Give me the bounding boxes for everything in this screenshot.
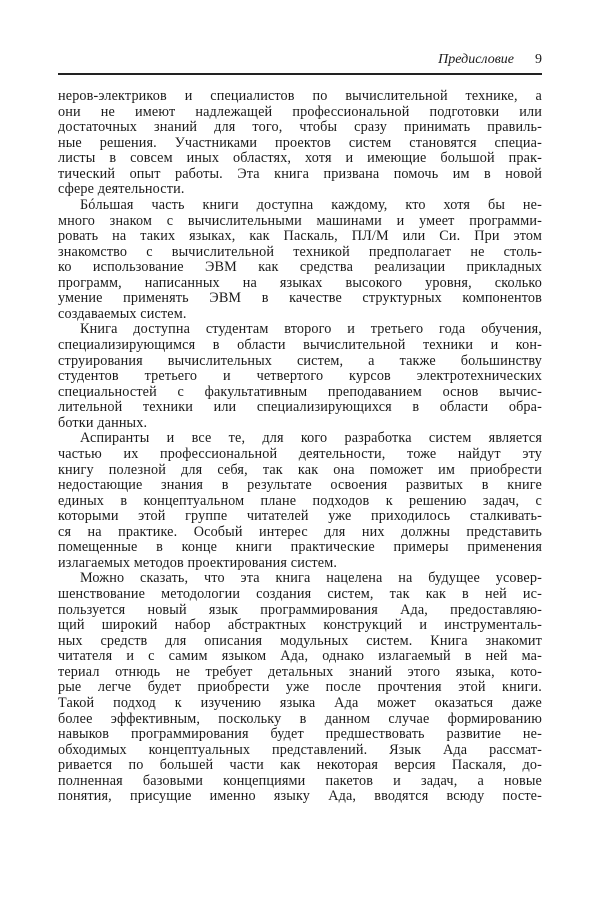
text-line: обходимых концептуальных представлений. Язык Ада рассмат- [58,741,542,758]
text-line: умение применять ЭВМ в качестве структурных компонентов [58,290,542,307]
text-line: ровать на таких языках, как Паскаль, ПЛ/М или Си. При этом [58,228,542,245]
text-line: излагаемых методов проектирования систем. [58,554,338,571]
text-line: Такой подход к изучению языка Ада может оказаться даже [58,694,542,711]
paragraph [58,571,542,804]
text-line: навыков программирования будет предшествовать развитие не- [58,726,542,743]
text-line: студентов третьего и четвертого курсов электротехнических [58,368,542,385]
text-line: много знаком с вычислительными машинами и умеет программи- [58,212,542,229]
text-line: знакомство с вычислительной техникой предполагает не столь- [58,243,542,260]
text-line: лительной техники или специализирующихся в области обра- [58,399,542,416]
text-line: тический опыт работы. Эта книга призвана помочь им в новой [58,165,542,182]
running-title: Предисловие [438,52,514,67]
text-line: Аспиранты и все те, для кого разработка систем является [80,430,542,447]
text-line: ных средств для описания модульных систем. Книга знакомит [58,632,542,649]
text-line: частью их профессиональной деятельности, тоже найдут эту [58,445,542,462]
text-line: более эффективным, поскольку в данном случае формированию [58,710,542,727]
text-line: ные решения. Участниками проектов систем становятся специа- [58,134,542,151]
text-line: шенствование методологии создания систем, так как в ней ис- [58,586,542,602]
text-line: недостающие знания в результате освоения развитых в книге [58,477,542,494]
text-line: струирования вычислительных систем, а также большинству [58,352,542,369]
text-line: помещенные в конце книги практические примеры применения [58,539,542,556]
text-line: ривается по большей части как некоторая версия Паскаля, до- [58,757,542,774]
text-line: программ, написанных на языках высокого уровня, сколько [58,274,542,291]
text-line: неров-электриков и специалистов по вычислительной технике, а [58,88,542,104]
page-body [58,89,542,805]
text-line: ся на практике. Особый интерес для них должны представить [58,523,542,540]
text-line: специализирующимся в области вычислительной техники и кон- [58,337,542,353]
text-line: полненная базовыми концепциями пакетов и задач, а новые [58,772,542,789]
text-line: понятия, присущие именно языку Ада, вводятся всюду посте- [58,788,542,805]
header-rule [58,73,542,75]
text-line: читателя и с самим языком Ада, однако излагаемый в ней ма- [58,648,542,665]
text-line: единых в концептуальном плане подходов к решению задач, с [58,492,542,509]
text-line: Книга доступна студентам второго и третьего года обучения, [80,321,542,338]
text-line: Можно сказать, что эта книга нацелена на будущее усовер- [80,570,542,587]
paragraph [58,89,542,198]
page-number: 9 [535,52,542,67]
text-line: ко использование ЭВМ как средства реализации прикладных [58,259,542,276]
text-line: книгу полезной для себя, так как она поможет им приобрести [58,461,542,478]
paragraph [58,431,542,571]
text-line: специальностей с факультативным преподаванием основ вычис- [58,383,542,400]
text-line: сфере деятельности. [58,181,185,198]
text-line: создаваемых систем. [58,305,187,322]
text-line: рые легче будет приобрести уже после прочтения этой книги. [58,679,542,696]
running-header [58,52,542,72]
text-line: Бóльшая часть книги доступна каждому, кто хотя бы не- [80,196,542,213]
text-line: щий широкий набор абстрактных конструкций и инструменталь- [58,617,542,634]
paragraph [58,198,542,323]
text-line: которыми этой группе читателей уже приходилось сталкивать- [58,508,542,525]
text-line: териал отнюдь не требует детальных знаний этого языка, кото- [58,663,542,680]
text-line: пользуется новый язык программирования Ада, предоставляю- [58,601,542,618]
text-line: они не имеют надлежащей профессиональной подготовки или [58,103,542,120]
paragraph [58,322,542,431]
text-line: ботки данных. [58,414,148,431]
text-line: достаточных знаний для того, чтобы сразу принимать правиль- [58,119,542,136]
text-line: листы в совсем иных областях, хотя и имеющие большой прак- [58,150,542,167]
